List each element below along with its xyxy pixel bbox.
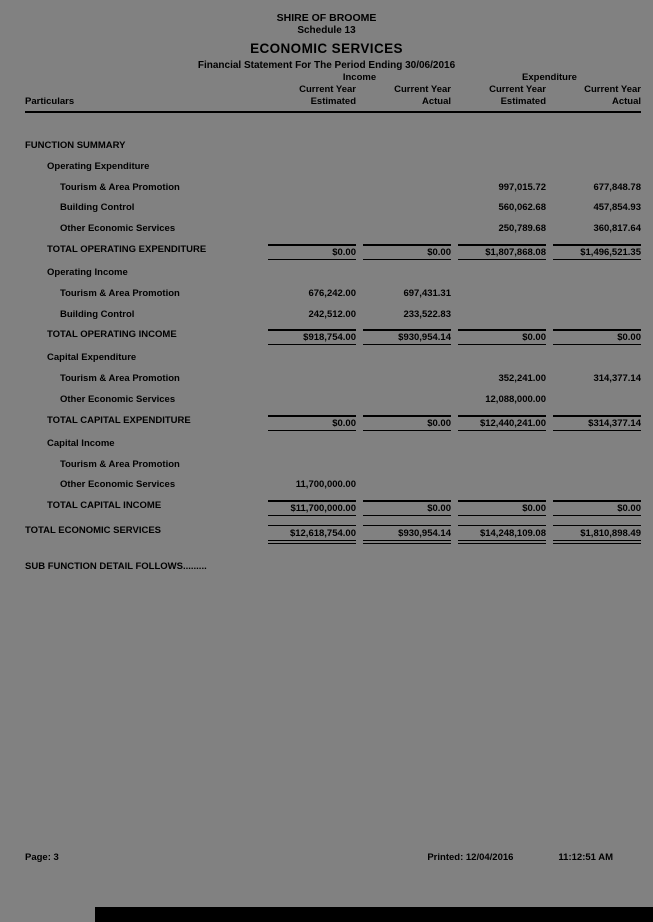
row-label: Building Control: [60, 308, 135, 320]
cell-expenditure-actual: 314,377.14: [593, 373, 641, 385]
table-row: [25, 223, 641, 244]
cell-expenditure-estimated: $0.00: [458, 500, 546, 516]
row-label: Tourism & Area Promotion: [60, 458, 180, 470]
printed-time: 11:12:51 AM: [558, 852, 613, 863]
total-economic-services-row: [25, 525, 641, 551]
report-title: ECONOMIC SERVICES: [250, 40, 403, 56]
row-label: FUNCTION SUMMARY: [25, 140, 126, 151]
cell-expenditure-estimated: 997,015.72: [498, 181, 546, 193]
function-summary-row: [25, 140, 641, 161]
cell-income-estimated: $0.00: [268, 415, 356, 431]
row-label: Other Economic Services: [60, 479, 176, 491]
row-label: TOTAL OPERATING EXPENDITURE: [47, 243, 207, 255]
row-label: TOTAL OPERATING INCOME: [47, 329, 177, 341]
cell-income-actual: 233,522.83: [403, 308, 451, 320]
cell-income-actual: $930,954.14: [363, 525, 451, 544]
cell-expenditure-estimated: 352,241.00: [498, 373, 546, 385]
row-label: Tourism & Area Promotion: [60, 181, 180, 193]
cell-expenditure-estimated: $14,248,109.08: [458, 525, 546, 544]
cell-expenditure-actual: 677,848.78: [593, 181, 641, 193]
column-header-expenditure-estimated: Current Year Estimated: [489, 84, 546, 107]
cell-income-estimated: 242,512.00: [308, 308, 356, 320]
total-capital-income-row: [25, 500, 641, 523]
cell-expenditure-actual: $314,377.14: [553, 415, 641, 431]
cell-expenditure-actual: $1,810,898.49: [553, 525, 641, 544]
table-row: [25, 288, 641, 309]
table-row: [25, 202, 641, 223]
cell-expenditure-actual: $0.00: [553, 500, 641, 516]
particulars-header: Particulars: [25, 95, 75, 107]
org-name: SHIRE OF BROOME: [276, 12, 377, 24]
row-label: Other Economic Services: [60, 223, 176, 235]
total-operating-expenditure-row: [25, 244, 641, 267]
cell-expenditure-actual: $1,496,521.35: [553, 244, 641, 260]
column-header-income-actual: Current Year Actual: [394, 84, 451, 107]
schedule-label: Schedule 13: [297, 25, 356, 37]
income-group-header: Income: [342, 72, 377, 83]
section-capital-expenditure: [25, 352, 641, 373]
row-label: Building Control: [60, 202, 135, 214]
sub-function-note: SUB FUNCTION DETAIL FOLLOWS.........: [25, 561, 207, 572]
section-operating-income: [25, 267, 641, 288]
column-header-expenditure-actual: Current Year Actual: [584, 84, 641, 107]
section-operating-expenditure: [25, 161, 641, 182]
cell-income-estimated: $0.00: [268, 244, 356, 260]
cell-expenditure-estimated: $1,807,868.08: [458, 244, 546, 260]
table-body: [25, 140, 641, 551]
cell-expenditure-estimated: $0.00: [458, 329, 546, 345]
row-label: Operating Income: [47, 266, 128, 278]
expenditure-group-header: Expenditure: [522, 72, 577, 83]
page-number: Page: 3: [25, 852, 59, 863]
cell-expenditure-estimated: 12,088,000.00: [485, 393, 546, 405]
header-rule: [25, 111, 641, 113]
cell-expenditure-estimated: 250,789.68: [498, 223, 546, 235]
row-label: Capital Income: [47, 437, 115, 449]
row-label: Other Economic Services: [60, 393, 176, 405]
cell-income-actual: 697,431.31: [403, 287, 451, 299]
row-label: Operating Expenditure: [47, 160, 150, 172]
cell-income-estimated: 676,242.00: [308, 287, 356, 299]
row-label: TOTAL ECONOMIC SERVICES: [25, 525, 162, 537]
cell-income-estimated: $12,618,754.00: [268, 525, 356, 544]
row-label: Tourism & Area Promotion: [60, 287, 180, 299]
row-label: Capital Expenditure: [47, 352, 137, 364]
total-capital-expenditure-row: [25, 415, 641, 438]
printed-date: Printed: 12/04/2016: [427, 852, 514, 863]
row-label: TOTAL CAPITAL INCOME: [47, 500, 162, 512]
cell-income-actual: $0.00: [363, 415, 451, 431]
column-header-income-estimated: Current Year Estimated: [299, 84, 356, 107]
section-capital-income: [25, 438, 641, 459]
total-operating-income-row: [25, 329, 641, 352]
table-row: [25, 479, 641, 500]
cell-income-estimated: 11,700,000.00: [295, 479, 356, 491]
table-row: [25, 459, 641, 480]
table-header: [25, 72, 641, 113]
report-header: [0, 12, 653, 58]
cell-income-estimated: $918,754.00: [268, 329, 356, 345]
table-row: [25, 182, 641, 203]
table-row: [25, 394, 641, 415]
cell-expenditure-actual: $0.00: [553, 329, 641, 345]
scan-artifact-bar: [95, 907, 653, 922]
cell-income-actual: $0.00: [363, 244, 451, 260]
cell-income-actual: $0.00: [363, 500, 451, 516]
row-label: TOTAL CAPITAL EXPENDITURE: [47, 414, 191, 426]
cell-expenditure-estimated: $12,440,241.00: [458, 415, 546, 431]
cell-expenditure-estimated: 560,062.68: [498, 202, 546, 214]
cell-expenditure-actual: 457,854.93: [593, 202, 641, 214]
row-label: Tourism & Area Promotion: [60, 373, 180, 385]
cell-income-estimated: $11,700,000.00: [268, 500, 356, 516]
table-row: [25, 309, 641, 330]
cell-expenditure-actual: 360,817.64: [593, 223, 641, 235]
cell-income-actual: $930,954.14: [363, 329, 451, 345]
page-footer: [25, 852, 641, 863]
table-row: [25, 373, 641, 394]
report-subtitle: Financial Statement For The Period Ending 30/06/2016: [197, 60, 456, 71]
